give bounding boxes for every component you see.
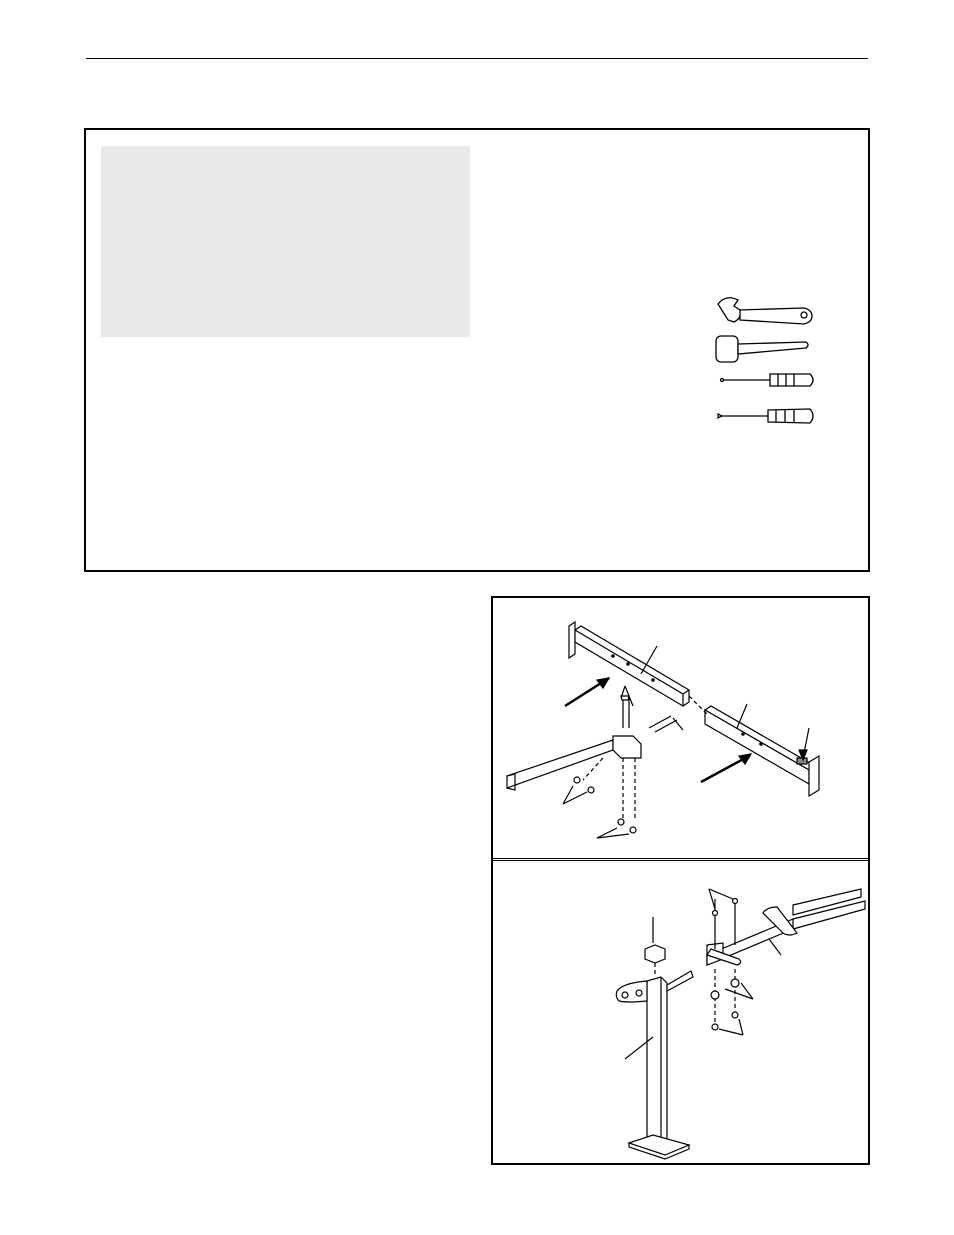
frame-arm-drawing (707, 889, 865, 965)
note-panel (101, 146, 470, 337)
rubber-mallet-icon (716, 336, 808, 362)
tools-illustration (700, 290, 830, 430)
flat-screwdriver-icon (721, 374, 814, 386)
adjustable-wrench-icon (718, 298, 812, 324)
figure-1 (491, 596, 870, 861)
figure-2 (491, 858, 870, 1165)
header-rule (86, 58, 868, 59)
upright-post-drawing (629, 977, 689, 1159)
phillips-screwdriver-icon (718, 409, 813, 423)
